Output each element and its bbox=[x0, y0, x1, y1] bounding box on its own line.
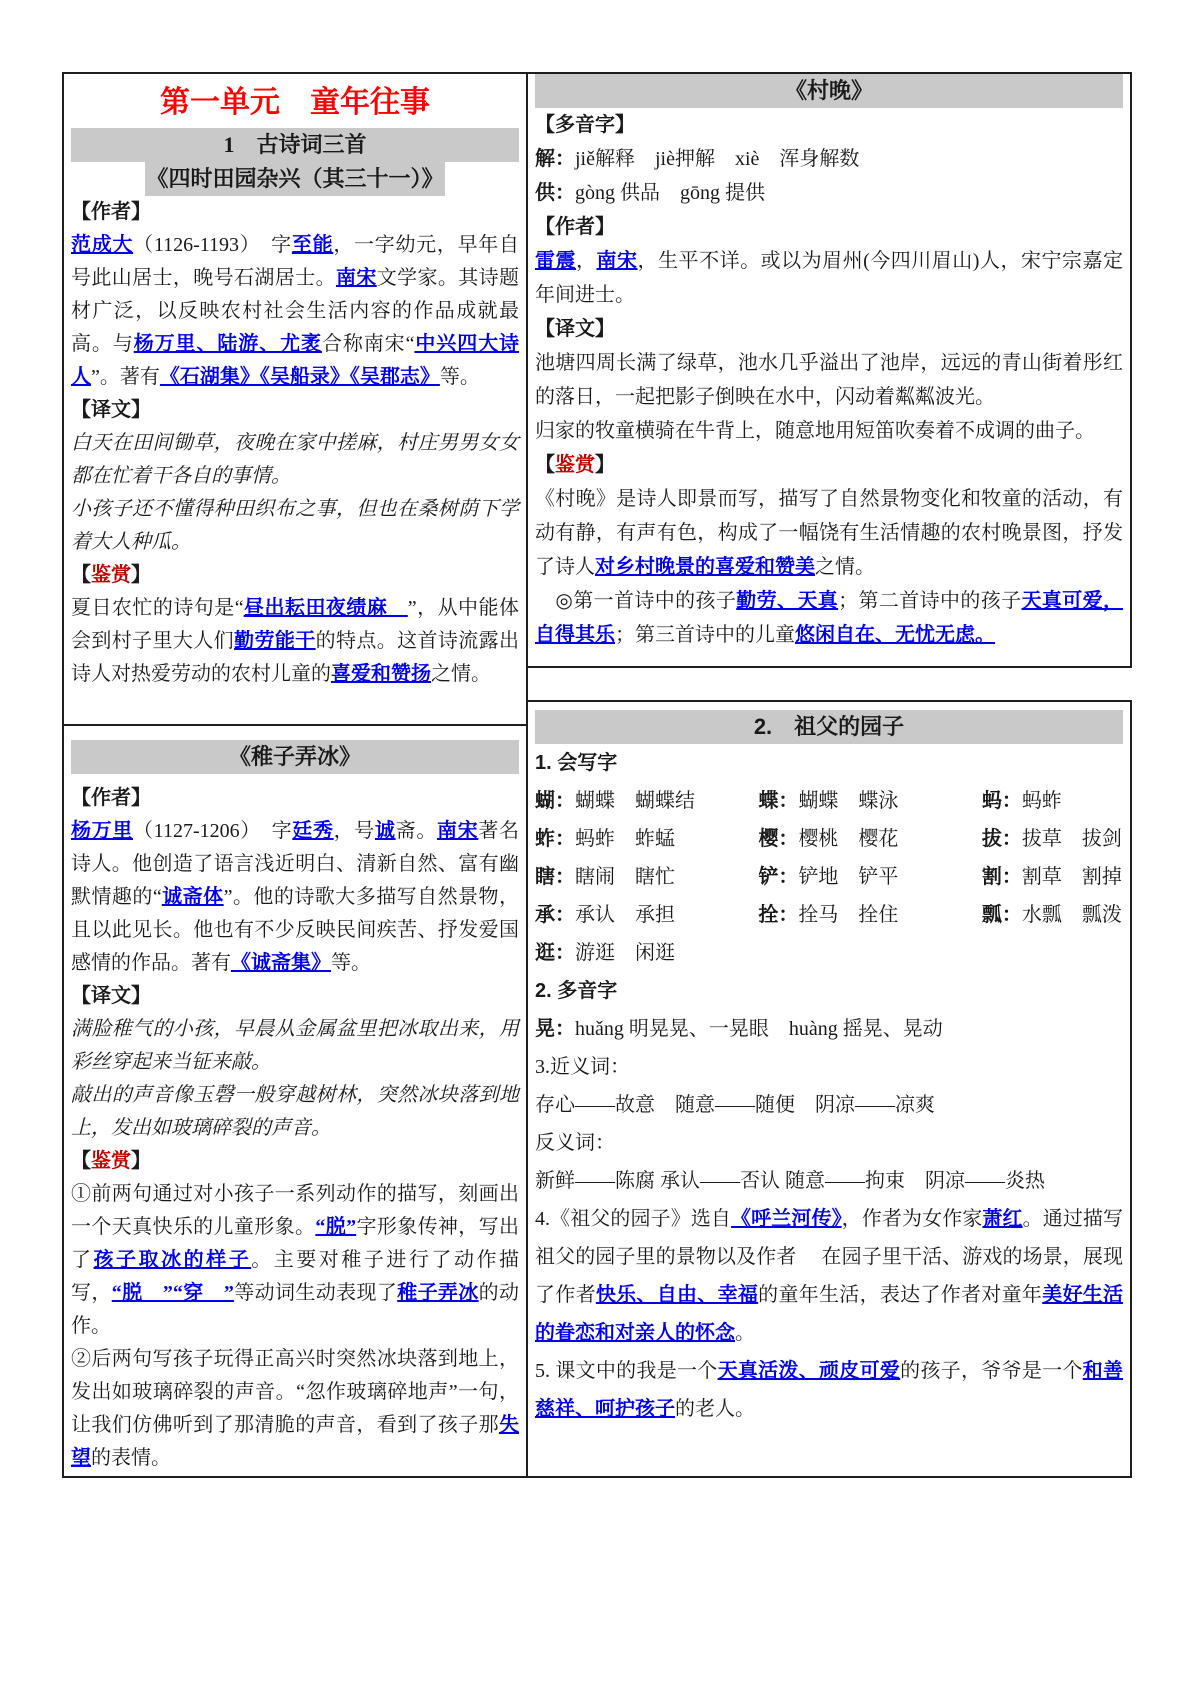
word-cell bbox=[758, 858, 981, 896]
section-zufudeyuanzi-content bbox=[528, 710, 1130, 1428]
text-run: 晃： bbox=[535, 1018, 575, 1040]
text-run: 蝴蝶 蝴蝶结 bbox=[575, 790, 695, 812]
word-cell bbox=[982, 934, 1123, 972]
highlighted-term: 至能 bbox=[291, 234, 334, 256]
highlighted-term: 喜爱和赞扬 bbox=[331, 663, 431, 685]
text-run: 等。 bbox=[331, 952, 371, 974]
highlighted-term: 雷震 bbox=[535, 250, 577, 272]
highlighted-term: 廷秀 bbox=[292, 820, 334, 842]
translation-label: 【译文】 bbox=[535, 318, 615, 340]
text-run: 字形象传神，写出了 bbox=[71, 1216, 520, 1271]
text-run: 。主要对稚子进行了动作描写， bbox=[71, 1249, 520, 1304]
text-run: 等动词生动表现了 bbox=[233, 1282, 398, 1304]
text-run: 【 bbox=[71, 564, 91, 586]
word-row bbox=[535, 934, 1123, 972]
highlighted-term: 美好生活的眷恋和对亲人的怀念 bbox=[535, 1284, 1124, 1344]
word-cell bbox=[758, 896, 981, 934]
text-run: 解： bbox=[535, 148, 575, 170]
text-run: 樱： bbox=[758, 828, 799, 850]
text-run: 【 bbox=[535, 454, 555, 476]
polyphone-line bbox=[535, 176, 1123, 210]
polyphone-line bbox=[535, 1010, 1123, 1048]
text-run: 夏日农忙的诗句是“ bbox=[71, 597, 244, 619]
text-run: 的老人。 bbox=[675, 1398, 755, 1420]
text-run: 著名诗人。他创造了语言浅近明白、清新自然、富有幽默情趣的“ bbox=[71, 820, 520, 908]
appreciation-paragraph bbox=[71, 1178, 519, 1343]
highlighted-term: 天真可爱，自得其乐 bbox=[535, 590, 1124, 646]
note-item-5 bbox=[535, 1352, 1123, 1428]
word-cell bbox=[982, 896, 1123, 934]
antonyms-line: 新鲜——陈腐 承认——否认 随意——拘束 阴凉——炎热 bbox=[535, 1170, 1045, 1192]
highlighted-term: 天真活泼、顽皮可爱 bbox=[717, 1360, 901, 1382]
highlighted-term: 孩子取冰的样子 bbox=[93, 1249, 252, 1271]
word-cell bbox=[535, 858, 758, 896]
text-run: ，作者为女作家 bbox=[841, 1208, 983, 1230]
appreciation-paragraph bbox=[71, 1343, 519, 1475]
text-run: 之情。 bbox=[431, 663, 491, 685]
text-run: 鉴赏 bbox=[555, 454, 595, 476]
word-cell bbox=[758, 782, 981, 820]
word-cell bbox=[535, 820, 758, 858]
unit-title: 第一单元 童年往事 bbox=[160, 86, 430, 119]
text-run: （1126-1193） 字 bbox=[133, 234, 292, 256]
text-run: 瞎： bbox=[535, 866, 575, 888]
translation-label: 【译文】 bbox=[71, 985, 151, 1007]
appreciation-label bbox=[535, 448, 1123, 482]
translation-line: 满脸稚气的小孩，早晨从金属盆里把冰取出来，用彩丝穿起来当钲来敲。 bbox=[71, 1018, 519, 1073]
text-run: 等。 bbox=[439, 366, 480, 388]
author-label: 【作者】 bbox=[535, 216, 615, 238]
highlighted-term: 稚子弄冰 bbox=[397, 1282, 479, 1304]
text-run: 。通过描写祖父的园子里的景物以及作者 在园子里干活、游戏的场景，展现了作者 bbox=[535, 1208, 1124, 1306]
word-cell bbox=[535, 782, 758, 820]
section-gushici-box bbox=[62, 72, 528, 726]
polyphone-heading: 2. 多音字 bbox=[535, 980, 618, 1002]
highlighted-term: 昼出耘田夜绩麻 bbox=[243, 597, 408, 619]
author-label: 【作者】 bbox=[71, 787, 151, 809]
translation-label: 【译文】 bbox=[71, 399, 151, 421]
text-run: 水瓢 瓢泼 bbox=[1021, 904, 1122, 926]
highlighted-term: 诚 bbox=[374, 820, 396, 842]
text-run: 承： bbox=[535, 904, 575, 926]
text-run: 合称南宋“ bbox=[321, 333, 415, 355]
text-run: ；第三首诗中的儿童 bbox=[615, 624, 795, 646]
text-run: 拔草 拔剑 bbox=[1021, 828, 1122, 850]
author-paragraph bbox=[535, 244, 1123, 312]
writing-words-heading: 1. 会写字 bbox=[535, 752, 618, 774]
section-zhizinongbing-box bbox=[62, 724, 528, 1478]
text-run: 蝴： bbox=[535, 790, 575, 812]
text-run: 瓢： bbox=[981, 904, 1022, 926]
highlighted-term: 失望 bbox=[71, 1414, 519, 1469]
highlighted-term: 《呼兰河传》 bbox=[731, 1208, 842, 1230]
appreciation-paragraph bbox=[535, 482, 1123, 584]
text-run: 的童年生活，表达了作者对童年 bbox=[758, 1284, 1043, 1306]
text-run: 文学家。其诗题材广泛，以反映农村社会生活内容的作品成就最高。与 bbox=[71, 267, 520, 355]
text-run: 瞎闹 瞎忙 bbox=[575, 866, 675, 888]
highlighted-term: 诚斋体 bbox=[161, 886, 224, 908]
text-run: ”，从中能体会到村子里大人们 bbox=[71, 597, 519, 652]
text-run: 蚂蚱 bbox=[1021, 790, 1062, 812]
highlighted-term: 和善慈祥、呵护孩子 bbox=[535, 1360, 1124, 1420]
word-cell bbox=[535, 896, 758, 934]
text-run: 】 bbox=[595, 454, 615, 476]
text-run: 蝴蝶 蝶泳 bbox=[798, 790, 899, 812]
lesson1-header: 1 古诗词三首 bbox=[71, 128, 519, 162]
highlighted-term: 范成大 bbox=[71, 234, 134, 256]
text-run: 《村晚》是诗人即景而写，描写了自然景物变化和牧童的活动，有动有静，有声有色，构成了一幅饶有生活情趣的农村晚景图，抒发了诗人 bbox=[535, 488, 1123, 578]
text-run: 。 bbox=[735, 1322, 755, 1344]
poem3-header: 《村晚》 bbox=[535, 74, 1123, 108]
text-run: 4.《祖父的园子》选自 bbox=[535, 1208, 732, 1230]
translation-line: 归家的牧童横骑在牛背上，随意地用短笛吹奏着不成调的曲子。 bbox=[535, 420, 1095, 442]
text-run: huǎng 明晃晃、一晃眼 huàng 摇晃、晃动 bbox=[575, 1018, 943, 1040]
text-run: 鉴赏 bbox=[91, 1150, 131, 1172]
text-run: 拔： bbox=[981, 828, 1022, 850]
appreciation-label bbox=[71, 1145, 519, 1178]
text-run: 5. 课文中的我是一个 bbox=[535, 1360, 718, 1382]
text-run: 蚂蚱 蚱蜢 bbox=[575, 828, 675, 850]
highlighted-term: 中兴四大诗人 bbox=[71, 333, 520, 388]
text-run: 】 bbox=[131, 1150, 151, 1172]
poem2-header: 《稚子弄冰》 bbox=[71, 740, 519, 774]
text-run: 樱桃 樱花 bbox=[798, 828, 899, 850]
word-cell bbox=[982, 820, 1123, 858]
text-run: 铲： bbox=[758, 866, 799, 888]
text-run: 割： bbox=[981, 866, 1022, 888]
word-cell bbox=[535, 934, 758, 972]
text-run: 承认 承担 bbox=[575, 904, 675, 926]
translation-line: 小孩子还不懂得种田织布之事，但也在桑树荫下学着大人种瓜。 bbox=[71, 498, 519, 553]
text-run: 的表情。 bbox=[91, 1447, 171, 1469]
text-run: ，一字幼元，早年自号此山居士，晚号石湖居士。 bbox=[71, 234, 520, 289]
text-run: 之情。 bbox=[815, 556, 875, 578]
word-cell bbox=[758, 934, 981, 972]
text-run: ，号 bbox=[333, 820, 375, 842]
highlighted-term: 杨万里、陆游、尤袤 bbox=[133, 333, 322, 355]
text-run: gòng 供品 gōng 提供 bbox=[575, 182, 765, 204]
highlighted-term: 南宋 bbox=[335, 267, 377, 289]
text-run: 逛： bbox=[535, 942, 575, 964]
text-run: 的动作。 bbox=[71, 1282, 520, 1337]
text-run: ”。他的诗歌大多描写自然景物，且以此见长。他也有不少反映民间疾苦、抒发爱国感情的作品。著有 bbox=[71, 886, 519, 974]
highlighted-term: 快乐、自由、幸福 bbox=[595, 1284, 759, 1306]
highlighted-term: “脱” bbox=[315, 1216, 357, 1238]
highlighted-term: “脱 ”“穿 ” bbox=[111, 1282, 234, 1304]
word-cell bbox=[982, 782, 1123, 820]
appreciation-paragraph bbox=[535, 584, 1123, 652]
section-zufudeyuanzi-box bbox=[526, 700, 1132, 1478]
highlighted-term: 《石湖集》《吴船录》《吴郡志》 bbox=[159, 366, 440, 388]
text-run: ②后两句写孩子玩得正高兴时突然冰块落到地上，发出如玻璃碎裂的声音。“忽作玻璃碎地声”一句，让我们仿佛听到了那清脆的声音，看到了孩子那 bbox=[71, 1348, 519, 1436]
section-zhizinongbing-content bbox=[64, 740, 526, 1475]
word-row bbox=[535, 820, 1123, 858]
text-run: 铲地 铲平 bbox=[798, 866, 899, 888]
highlighted-term: 勤劳、天真 bbox=[736, 590, 839, 612]
text-run: 的特点。这首诗流露出诗人对热爱劳动的农村儿童的 bbox=[71, 630, 520, 685]
section-cunwan-content bbox=[528, 74, 1130, 652]
translation-line: 白天在田间锄草，夜晚在家中搓麻，村庄男男女女都在忙着干各自的事情。 bbox=[71, 432, 519, 487]
text-run: 蚂： bbox=[981, 790, 1022, 812]
text-run: 的孩子，爷爷是一个 bbox=[900, 1360, 1083, 1382]
highlighted-term: 南宋 bbox=[596, 250, 638, 272]
text-run: 鉴赏 bbox=[91, 564, 131, 586]
author-paragraph bbox=[71, 815, 519, 980]
text-run: 游逛 闲逛 bbox=[575, 942, 675, 964]
highlighted-term: 萧红 bbox=[982, 1208, 1023, 1230]
synonyms-label: 3.近义词： bbox=[535, 1056, 630, 1078]
author-paragraph bbox=[71, 229, 519, 394]
translation-line: 池塘四周长满了绿草，池水几乎溢出了池岸，远远的青山街着彤红的落日，一起把影子倒映在水中，闪动着粼粼波光。 bbox=[535, 352, 1123, 408]
highlighted-term: 悠闲自在、无忧无虑。 bbox=[795, 624, 995, 646]
text-run: 供： bbox=[535, 182, 575, 204]
lesson2-header: 2. 祖父的园子 bbox=[535, 710, 1123, 744]
antonyms-label: 反义词： bbox=[535, 1132, 615, 1154]
text-run: ， bbox=[576, 250, 597, 272]
text-run: ①前两句通过对小孩子一系列动作的描写，刻画出一个天真快乐的儿童形象。 bbox=[71, 1183, 519, 1238]
word-row bbox=[535, 858, 1123, 896]
text-run: ；第二首诗中的孩子 bbox=[838, 590, 1022, 612]
text-run: ◎第一首诗中的孩子 bbox=[535, 590, 737, 612]
word-row bbox=[535, 896, 1123, 934]
synonyms-line: 存心——故意 随意——随便 阴凉——凉爽 bbox=[535, 1094, 935, 1116]
text-run: 蚱： bbox=[535, 828, 575, 850]
highlighted-term: 勤劳能干 bbox=[234, 630, 316, 652]
text-run: 【 bbox=[71, 1150, 91, 1172]
text-run: 割草 割掉 bbox=[1021, 866, 1122, 888]
text-run: 拴： bbox=[758, 904, 799, 926]
highlighted-term: 南宋 bbox=[437, 820, 479, 842]
text-run: ，生平不详。或以为眉州(今四川眉山)人，宋宁宗嘉定年间进士。 bbox=[535, 250, 1124, 306]
text-run: 斋。 bbox=[395, 820, 437, 842]
text-run: 蝶： bbox=[758, 790, 799, 812]
polyphone-line bbox=[535, 142, 1123, 176]
section-cunwan-box bbox=[526, 72, 1132, 668]
text-run: jiě解释 jiè押解 xiè 浑身解数 bbox=[575, 148, 860, 170]
word-row bbox=[535, 782, 1123, 820]
text-run: （1127-1206） 字 bbox=[133, 820, 293, 842]
appreciation-label bbox=[71, 559, 519, 592]
highlighted-term: 杨万里 bbox=[71, 820, 134, 842]
text-run: 】 bbox=[131, 564, 151, 586]
poem1-header: 《四时田园杂兴（其三十一）》 bbox=[145, 162, 445, 196]
section-gushici-content bbox=[64, 81, 526, 691]
translation-line: 敲出的声音像玉磬一般穿越树林，突然冰块落到地上，发出如玻璃碎裂的声音。 bbox=[71, 1084, 519, 1139]
text-run: 拴马 拴住 bbox=[798, 904, 899, 926]
word-cell bbox=[758, 820, 981, 858]
text-run: ”。著有 bbox=[91, 366, 160, 388]
polyphone-label: 【多音字】 bbox=[535, 114, 635, 136]
highlighted-term: 《诚斋集》 bbox=[231, 952, 331, 974]
author-label: 【作者】 bbox=[71, 201, 151, 223]
note-item-4 bbox=[535, 1200, 1123, 1352]
word-cell bbox=[982, 858, 1123, 896]
appreciation-paragraph bbox=[71, 592, 519, 691]
highlighted-term: 对乡村晚景的喜爱和赞美 bbox=[595, 556, 815, 578]
